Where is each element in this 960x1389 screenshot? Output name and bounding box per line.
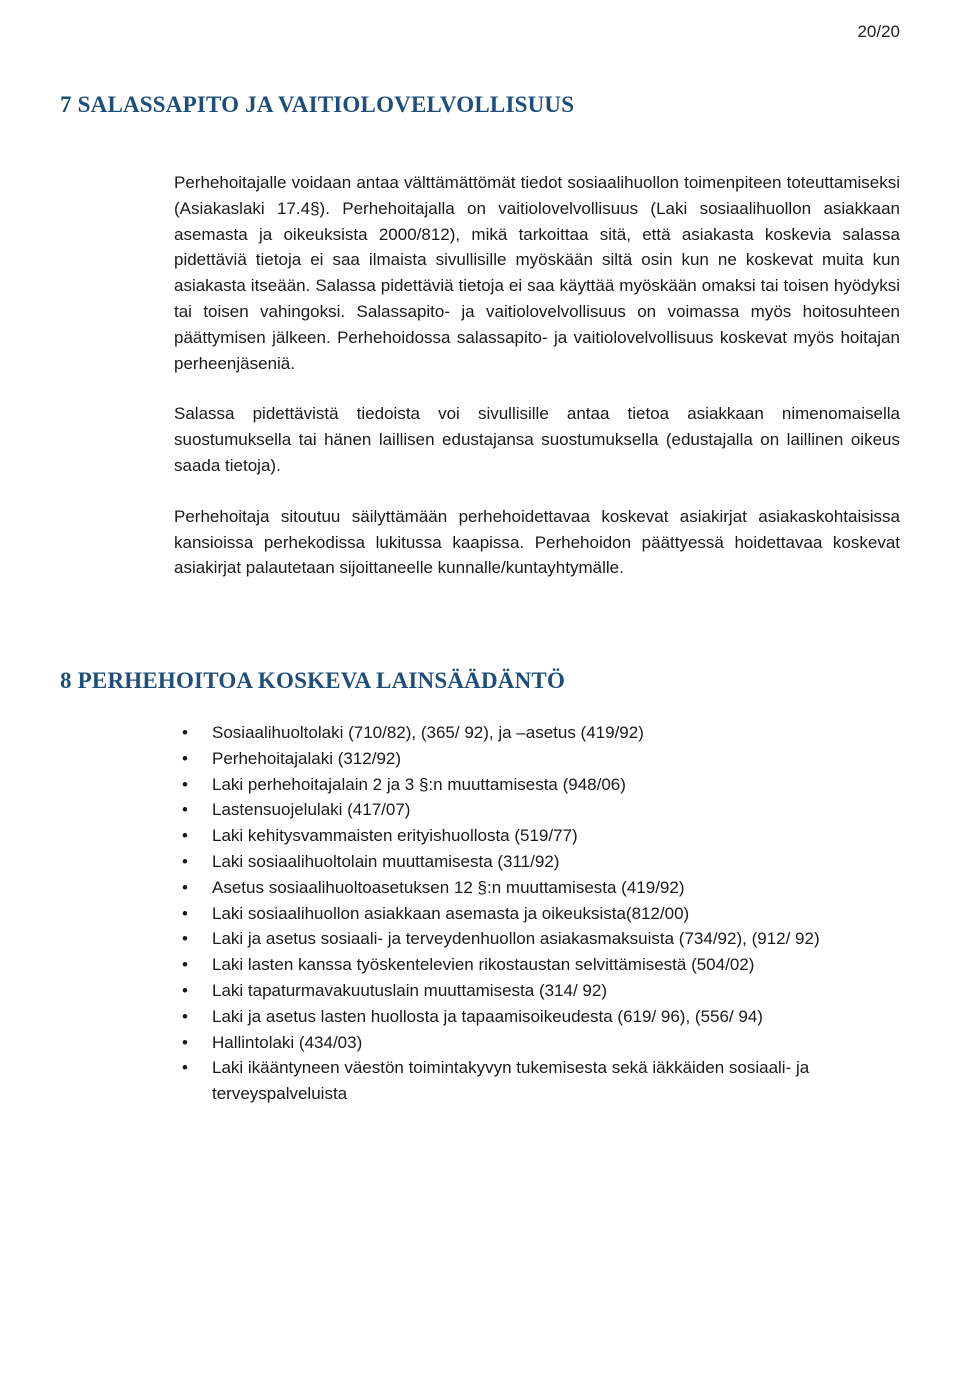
- bullet-icon: •: [182, 826, 188, 846]
- list-item: [174, 926, 914, 952]
- list-item-text: Lastensuojelulaki (417/07): [212, 800, 411, 820]
- list-item-text: Sosiaalihuoltolaki (710/82), (365/ 92), ja –asetus (419/92): [212, 723, 644, 742]
- bullet-icon: •: [182, 929, 188, 949]
- bullet-icon: •: [182, 1006, 188, 1026]
- list-item-text: Hallintolaki (434/03): [212, 1032, 363, 1052]
- section-7: [60, 92, 900, 118]
- list-item-text: Perhehoitajalaki (312/92): [212, 748, 402, 768]
- list-item-text: Laki ja asetus sosiaali- ja terveydenhuollon asiakasmaksuista (734/92), (912/ 92): [212, 929, 820, 949]
- list-item: [174, 823, 914, 849]
- bullet-icon: •: [182, 851, 188, 871]
- bullet-icon: •: [182, 980, 188, 1000]
- list-item-text: Laki lasten kanssa työskentelevien rikostaustan selvittämisestä (504/02): [212, 955, 755, 975]
- list-item: [174, 901, 914, 927]
- page-number: 20/20: [857, 22, 900, 41]
- list-item-text: Laki sosiaalihuoltolain muuttamisesta (311/92): [212, 851, 560, 871]
- bullet-icon: •: [182, 877, 188, 897]
- section-8: [60, 668, 900, 694]
- bullet-icon: •: [182, 748, 188, 768]
- legislation-list: [174, 720, 914, 1107]
- list-item: [174, 952, 914, 978]
- section-8-heading: 8 PERHEHOITOA KOSKEVA LAINSÄÄDÄNTÖ: [60, 668, 566, 693]
- list-item-text: Laki sosiaalihuollon asiakkaan asemasta ja oikeuksista(812/00): [212, 903, 690, 923]
- list-item-text: Laki perhehoitajalain 2 ja 3 §:n muuttamisesta (948/06): [212, 774, 626, 794]
- bullet-icon: •: [182, 800, 188, 820]
- list-item: [174, 978, 914, 1004]
- list-item-text: Laki ja asetus lasten huollosta ja tapaamisoikeudesta (619/ 96), (556/ 94): [212, 1006, 763, 1026]
- bullet-icon: •: [182, 774, 188, 794]
- paragraph-consent: Salassa pidettävistä tiedoista voi sivullisille antaa tietoa asiakkaan nimenomaisella suostumuksella tai hänen laillisen edustajansa suostumuksella (edustajalla on laillinen oikeus saada tietoja).: [174, 404, 900, 475]
- bullet-icon: •: [182, 723, 188, 742]
- list-item-text: Asetus sosiaalihuoltoasetuksen 12 §:n muuttamisesta (419/92): [212, 877, 685, 897]
- list-item: [174, 1004, 914, 1030]
- section-7-heading: 7 SALASSAPITO JA VAITIOLOVELVOLLISUUS: [60, 92, 575, 117]
- list-item: [174, 746, 914, 772]
- list-item-text: Laki tapaturmavakuutuslain muuttamisesta (314/ 92): [212, 980, 607, 1000]
- paragraph-documents: Perhehoitaja sitoutuu säilyttämään perhehoidettavaa koskevat asiakirjat asiakaskohtaisissa kansioissa perhekodissa lukitussa kaapissa. Perhehoidon päättyessä hoidettavaa koskevat asiakirjat palautetaan sijoittaneelle kunnalle/kuntayhtymälle.: [174, 506, 900, 578]
- bullet-icon: •: [182, 1032, 188, 1052]
- list-item: [174, 875, 914, 901]
- list-item: [174, 1055, 914, 1107]
- list-item-text: Laki kehitysvammaisten erityishuollosta (519/77): [212, 826, 578, 846]
- bullet-icon: •: [182, 955, 188, 975]
- section-7-body: [174, 170, 900, 606]
- list-item-text: Laki ikääntyneen väestön toimintakyvyn tukemisesta sekä iäkkäiden sosiaali- ja terveyspalveluista: [212, 1058, 810, 1104]
- bullet-icon: •: [182, 903, 188, 923]
- bullet-icon: •: [182, 1058, 188, 1078]
- paragraph-confidentiality: Perhehoitajalle voidaan antaa välttämättömät tiedot sosiaalihuollon toimenpiteen toteuttamiseksi (Asiakaslaki 17.4§). Perhehoitajalla on vaitiolovelvollisuus (Laki sosiaalihuollon asiakkaan asemasta ja oikeuksista 2000/812), mikä tarkoittaa sitä, että asiakasta koskevia salassa pidettäviä tietoja ei saa ilmaista sivullisille myöskään siltä osin kun ne koskevat muita kun asiakasta itseään. Salassa pidettäviä tietoja ei saa käyttää myöskään omaksi tai toisen hyödyksi tai toisen vahingoksi. Salassapito- ja vaitiolovelvollisuus on voimassa myös hoitosuhteen päättymisen jälkeen. Perhehoidossa salassapito- ja vaitiolovelvollisuus koskevat myös hoitajan perheenjäseniä.: [174, 173, 900, 373]
- list-item: [174, 849, 914, 875]
- list-item: [174, 720, 914, 746]
- list-item: [174, 797, 914, 823]
- list-item: [174, 772, 914, 798]
- list-item: [174, 1030, 914, 1056]
